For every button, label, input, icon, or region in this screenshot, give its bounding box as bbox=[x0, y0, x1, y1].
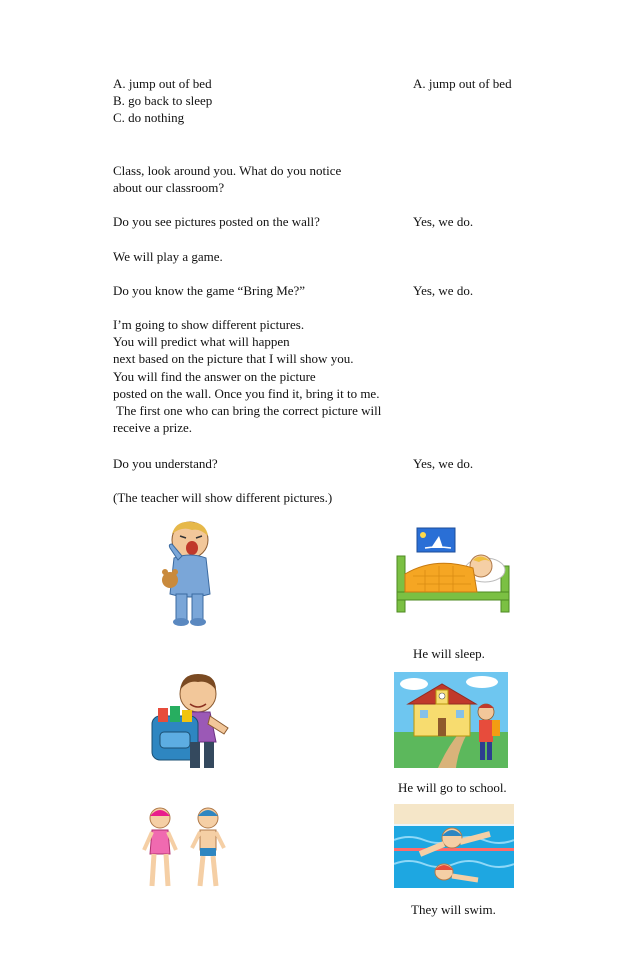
understand-question: Do you understand? bbox=[113, 456, 218, 471]
answer-option-a: A. jump out of bed bbox=[413, 76, 512, 91]
understand-answer: Yes, we do. bbox=[413, 456, 474, 471]
sleeping-boy-icon bbox=[395, 526, 513, 616]
instruction-line: next based on the picture that I will show you. bbox=[113, 351, 354, 366]
instruction-line: You will predict what will happen bbox=[113, 334, 290, 349]
yawning-boy-icon bbox=[152, 518, 224, 628]
caption-swim: They will swim. bbox=[411, 902, 496, 917]
notice-line-2: about our classroom? bbox=[113, 180, 225, 195]
game-line: We will play a game. bbox=[113, 249, 223, 264]
swimming-boy-icon bbox=[394, 804, 514, 888]
option-a: A. jump out of bed bbox=[113, 76, 212, 91]
instruction-line: receive a prize. bbox=[113, 420, 193, 435]
kids-in-swimwear-icon bbox=[140, 804, 232, 894]
option-c: C. do nothing bbox=[113, 110, 185, 125]
instruction-line: I’m going to show different pictures. bbox=[113, 317, 305, 332]
instruction-line: posted on the wall. Once you find it, bring it to me. bbox=[113, 386, 380, 401]
boy-going-to-school-icon bbox=[394, 672, 508, 768]
boy-with-backpack-icon bbox=[146, 668, 236, 776]
game-answer: Yes, we do. bbox=[413, 283, 474, 298]
pictures-question: Do you see pictures posted on the wall? bbox=[113, 214, 320, 229]
option-b: B. go back to sleep bbox=[113, 93, 213, 108]
instruction-line: You will find the answer on the picture bbox=[113, 369, 316, 384]
game-question: Do you know the game “Bring Me?” bbox=[113, 283, 306, 298]
instruction-line: The first one who can bring the correct picture will bbox=[113, 403, 382, 418]
notice-line-1: Class, look around you. What do you notice bbox=[113, 163, 342, 178]
caption-sleep: He will sleep. bbox=[413, 646, 485, 661]
stage-direction: (The teacher will show different pictures.) bbox=[113, 490, 333, 505]
caption-school: He will go to school. bbox=[398, 780, 507, 795]
pictures-answer: Yes, we do. bbox=[413, 214, 474, 229]
